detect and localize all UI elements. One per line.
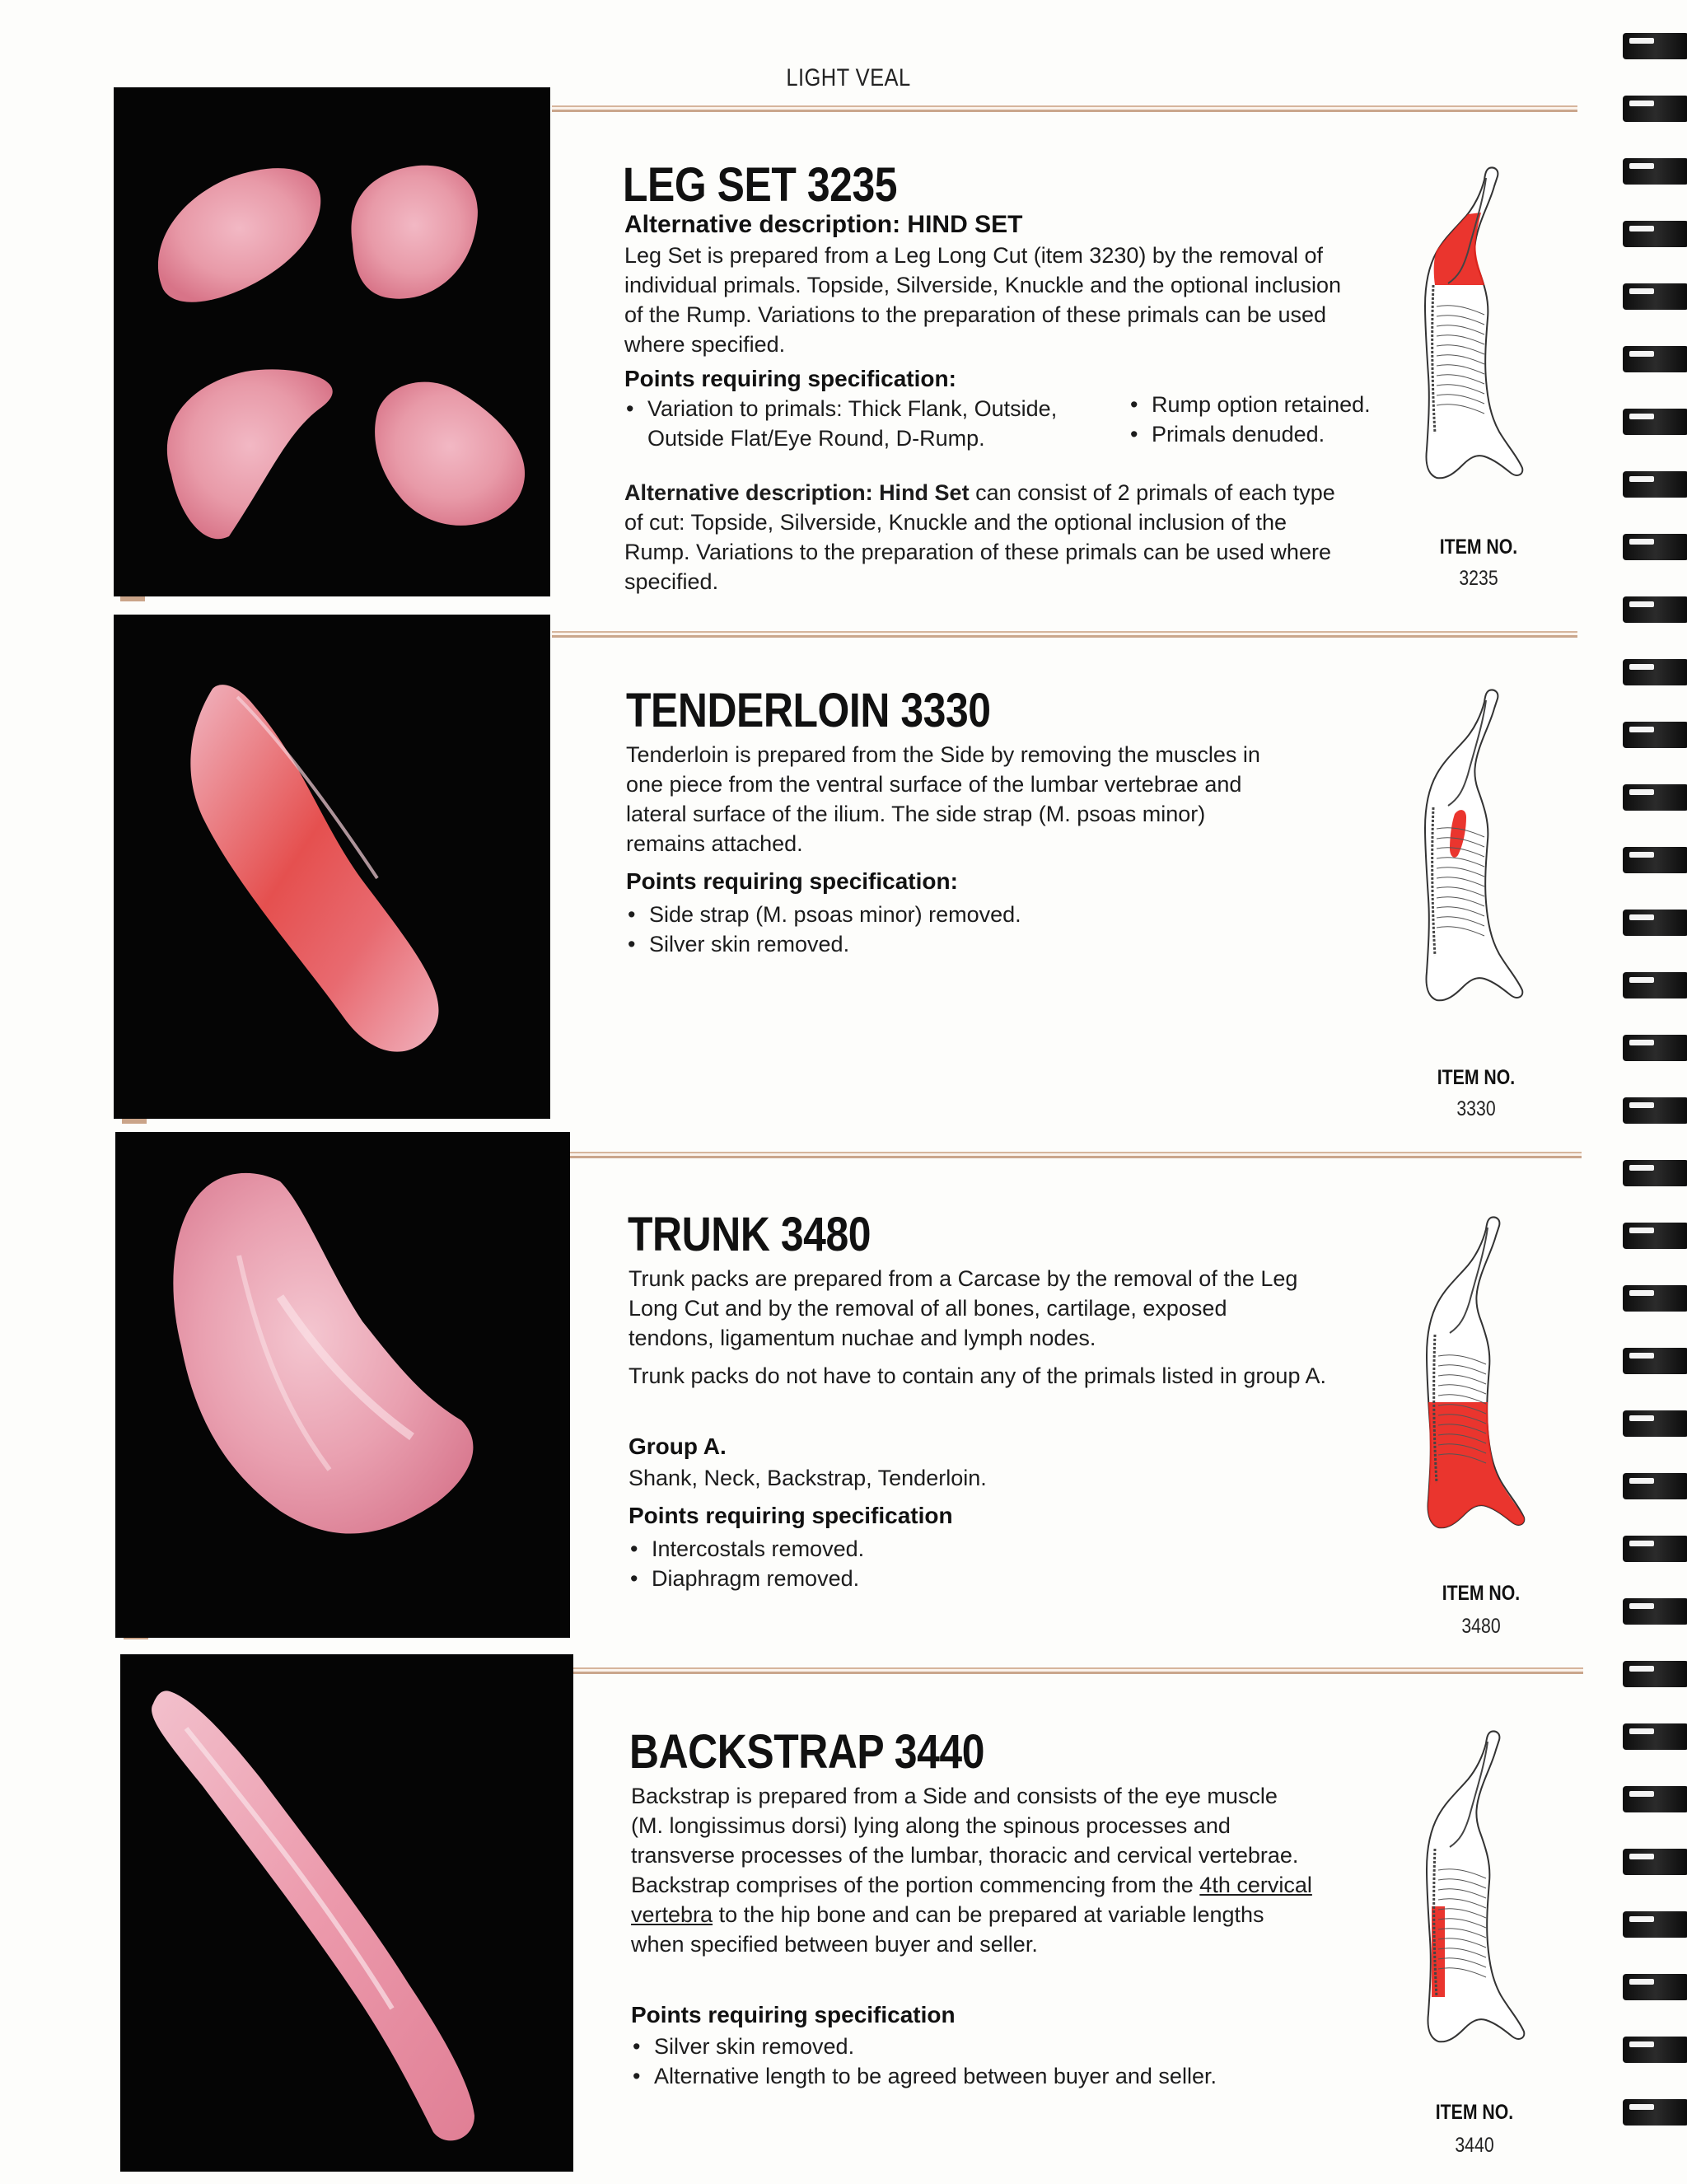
binding-coil xyxy=(1623,1786,1687,1812)
description-text-end: to the hip bone and can be prepared at variable lengths when specified between buyer and seller. xyxy=(631,1902,1264,1957)
section-description xyxy=(631,1781,1315,1959)
binding-coil xyxy=(1623,910,1687,936)
bullet-item: • Side strap (M. psoas minor) removed. xyxy=(626,900,1285,929)
section-description: Leg Set is prepared from a Leg Long Cut (item 3230) by the removal of individual primals. Topside, Silverside, Knuckle and the optional inclusion of the Rump. Variations to the preparation of these primals can be used where specified. xyxy=(624,243,1341,357)
bullet-item: • Rump option retained. xyxy=(1129,390,1425,419)
points-label: Points requiring specification: xyxy=(624,366,956,391)
binding-coil xyxy=(1623,1473,1687,1499)
item-number-label: ITEM NO. xyxy=(1439,535,1518,559)
binding-coil xyxy=(1623,1661,1687,1687)
trunk-photo xyxy=(115,1132,570,1638)
backstrap-photo xyxy=(120,1654,573,2172)
section-divider xyxy=(554,1152,1582,1158)
section-divider xyxy=(554,1667,1583,1674)
alternative-text: can consist of 2 primals of each type of cut: Topside, Silverside, Knuckle and the optional inclusion of the Rump. Variations to the preparation of these primals can be used where specified. xyxy=(624,480,1335,594)
tenderloin-photo xyxy=(114,615,550,1119)
binding-coil xyxy=(1623,596,1687,623)
alternative-description xyxy=(624,478,1349,596)
bullet-list xyxy=(626,900,1285,959)
trunk-meat-image xyxy=(115,1132,570,1638)
carcass-diagram-tenderloin xyxy=(1409,684,1549,1030)
bullet-item: • Primals denuded. xyxy=(1129,419,1425,449)
bullet-list xyxy=(629,1534,1287,1593)
binding-coil xyxy=(1623,1097,1687,1124)
binding-coil xyxy=(1623,1223,1687,1249)
binding-coil xyxy=(1623,1911,1687,1938)
carcass-outline xyxy=(1425,690,1522,1000)
bullet-item: • Silver skin removed. xyxy=(631,2032,1372,2061)
binding-coil xyxy=(1623,1536,1687,1562)
binding-coil xyxy=(1623,1348,1687,1374)
carcass-diagram-backstrap xyxy=(1410,1725,1550,2071)
group-text: Shank, Neck, Backstrap, Tenderloin. xyxy=(629,1466,987,1490)
section-title: TRUNK 3480 xyxy=(628,1208,872,1261)
item-number-label: ITEM NO. xyxy=(1442,1582,1521,1605)
item-number: 3235 xyxy=(1459,567,1498,590)
item-number: 3480 xyxy=(1461,1615,1501,1638)
section-title: BACKSTRAP 3440 xyxy=(629,1725,985,1779)
page-header: LIGHT VEAL xyxy=(786,64,911,91)
binding-coil xyxy=(1623,283,1687,310)
bullet-item: • Intercostals removed. xyxy=(629,1534,1287,1564)
points-label: Points requiring specification: xyxy=(626,868,958,894)
section-divider xyxy=(552,631,1577,638)
binding-coil xyxy=(1623,33,1687,59)
binding-coil xyxy=(1623,1285,1687,1312)
section-title: LEG SET 3235 xyxy=(623,158,898,212)
item-number: 3440 xyxy=(1455,2134,1494,2157)
section-divider xyxy=(552,105,1577,112)
binding-coil xyxy=(1623,221,1687,247)
item-number-label: ITEM NO. xyxy=(1435,2101,1514,2124)
description-text: Backstrap is prepared from a Side and consists of the eye muscle (M. longissimus dorsi) lying along the spinous processes and transverse processes of the lumbar, thoracic and cervical vertebrae. Backstrap comprises of the portion commencing from the xyxy=(631,1784,1299,1897)
alternative-label: Alternative description: Hind Set xyxy=(624,480,970,505)
group-label: Group A. xyxy=(629,1433,727,1459)
binding-coil xyxy=(1623,96,1687,122)
highlighted-cut-region xyxy=(1428,1402,1525,1527)
backstrap-meat-image xyxy=(120,1654,573,2172)
binding-coil xyxy=(1623,1849,1687,1875)
binding-coil xyxy=(1623,2037,1687,2063)
binding-coil xyxy=(1623,847,1687,873)
binding-coil xyxy=(1623,471,1687,498)
leg-set-photo xyxy=(114,87,550,596)
binding-coil xyxy=(1623,1160,1687,1186)
binding-coil xyxy=(1623,659,1687,685)
spiral-binding xyxy=(1623,33,1687,2167)
binding-coil xyxy=(1623,1410,1687,1437)
points-label: Points requiring specification xyxy=(631,2002,956,2027)
bullet-list xyxy=(624,394,1110,453)
section-description: Trunk packs are prepared from a Carcase by the removal of the Leg Long Cut and by the removal of all bones, cartilage, exposed tendons, ligamentum nuchae and lymph nodes. xyxy=(629,1266,1298,1350)
cervical-vertebra-link[interactable]: 4th cervical vertebra xyxy=(631,1873,1312,1927)
section-title: TENDERLOIN 3330 xyxy=(626,684,991,737)
tenderloin-meat-image xyxy=(114,615,550,1119)
binding-coil xyxy=(1623,534,1687,560)
carcass-diagram-leg xyxy=(1409,161,1549,507)
bullet-item: • Variation to primals: Thick Flank, Outside, Outside Flat/Eye Round, D-Rump. xyxy=(624,394,1110,453)
binding-coil xyxy=(1623,1598,1687,1625)
binding-coil xyxy=(1623,1974,1687,2000)
bullet-list xyxy=(631,2032,1372,2091)
item-number: 3330 xyxy=(1456,1097,1496,1120)
carcass-diagram-trunk xyxy=(1410,1211,1550,1557)
leg-set-meat-image xyxy=(114,87,550,596)
binding-coil xyxy=(1623,784,1687,811)
binding-coil xyxy=(1623,972,1687,998)
binding-coil xyxy=(1623,409,1687,435)
binding-coil xyxy=(1623,158,1687,185)
binding-coil xyxy=(1623,346,1687,372)
binding-coil xyxy=(1623,1723,1687,1750)
bullet-list-right xyxy=(1129,390,1425,449)
section-description-2: Trunk packs do not have to contain any of the primals listed in group A. xyxy=(629,1363,1326,1388)
binding-coil xyxy=(1623,1035,1687,1061)
bullet-item: • Alternative length to be agreed between buyer and seller. xyxy=(631,2061,1372,2091)
binding-coil xyxy=(1623,722,1687,748)
section-description: Tenderloin is prepared from the Side by removing the muscles in one piece from the ventral surface of the lumbar vertebrae and lateral surface of the ilium. The side strap (M. psoas minor) remains attached. xyxy=(626,742,1260,856)
section-subtitle: Alternative description: HIND SET xyxy=(624,211,1023,238)
bullet-item: • Silver skin removed. xyxy=(626,929,1285,959)
points-label: Points requiring specification xyxy=(629,1503,953,1528)
bullet-item: • Diaphragm removed. xyxy=(629,1564,1287,1593)
binding-coil xyxy=(1623,2099,1687,2126)
item-number-label: ITEM NO. xyxy=(1437,1066,1516,1089)
